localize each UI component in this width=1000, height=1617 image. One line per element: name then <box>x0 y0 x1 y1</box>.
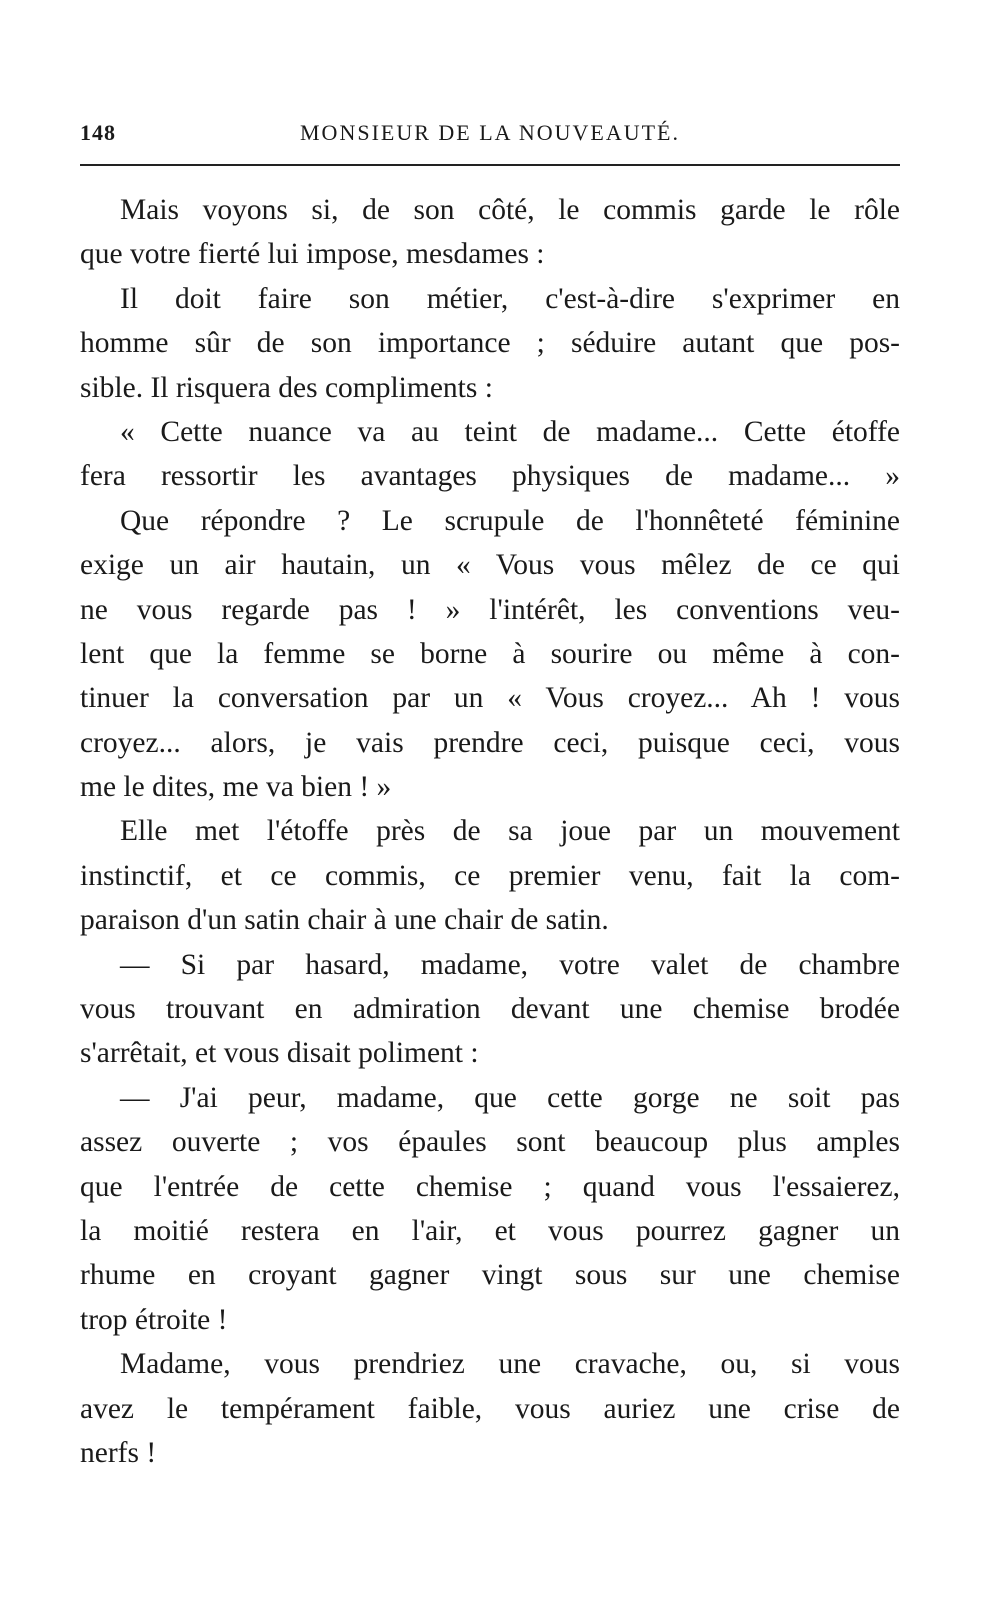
body-text <box>80 188 900 1475</box>
text-line: Mais voyons si, de son côté, le commis garde le rôle <box>120 194 900 226</box>
text-line: lent que la femme se borne à sourire ou même à con- <box>80 637 900 670</box>
text-line: nerfs ! <box>80 1436 157 1469</box>
text-line: fera ressortir les avantages physiques de madame... » <box>80 460 900 493</box>
header-rule <box>80 164 900 166</box>
text-line: me le dites, me va bien ! » <box>80 771 392 804</box>
text-line: s'arrêtait, et vous disait poliment : <box>80 1037 479 1070</box>
running-title: MONSIEUR DE LA NOUVEAUTÉ. <box>300 120 680 145</box>
text-line: homme sûr de son importance ; séduire autant que pos- <box>80 327 900 360</box>
text-line: avez le tempérament faible, vous auriez une crise de <box>80 1392 900 1425</box>
page-number: 148 <box>80 120 116 145</box>
text-line: Que répondre ? Le scrupule de l'honnêteté féminine <box>120 504 900 537</box>
text-line: rhume en croyant gagner vingt sous sur une chemise <box>80 1259 900 1292</box>
text-line: exige un air hautain, un « Vous vous mêlez de ce qui <box>80 549 900 582</box>
text-line: — Si par hasard, madame, votre valet de chambre <box>120 948 900 981</box>
text-line: tinuer la conversation par un « Vous croyez... Ah ! vous <box>80 682 900 715</box>
text-line: paraison d'un satin chair à une chair de satin. <box>80 904 609 937</box>
text-line: que l'entrée de cette chemise ; quand vous l'essaierez, <box>80 1170 900 1203</box>
text-line: instinctif, et ce commis, ce premier venu, fait la com- <box>80 859 900 892</box>
page-header <box>80 120 900 150</box>
text-line: — J'ai peur, madame, que cette gorge ne soit pas <box>120 1081 900 1114</box>
text-line: croyez... alors, je vais prendre ceci, puisque ceci, vous <box>80 726 900 759</box>
text-line: vous trouvant en admiration devant une chemise brodée <box>80 993 900 1026</box>
text-line: Elle met l'étoffe près de sa joue par un mouvement <box>120 815 900 848</box>
text-line: assez ouverte ; vos épaules sont beaucoup plus amples <box>80 1126 900 1159</box>
text-line: la moitié restera en l'air, et vous pourrez gagner un <box>80 1214 900 1247</box>
text-line: sible. Il risquera des compliments : <box>80 371 493 404</box>
text-line: ne vous regarde pas ! » l'intérêt, les conventions veu- <box>80 593 900 626</box>
text-line: trop étroite ! <box>80 1303 228 1336</box>
text-line: « Cette nuance va au teint de madame... Cette étoffe <box>120 415 900 448</box>
text-line: que votre fierté lui impose, mesdames : <box>80 238 545 271</box>
text-line: Madame, vous prendriez une cravache, ou, si vous <box>120 1348 900 1381</box>
text-line: Il doit faire son métier, c'est-à-dire s'exprimer en <box>120 282 900 315</box>
